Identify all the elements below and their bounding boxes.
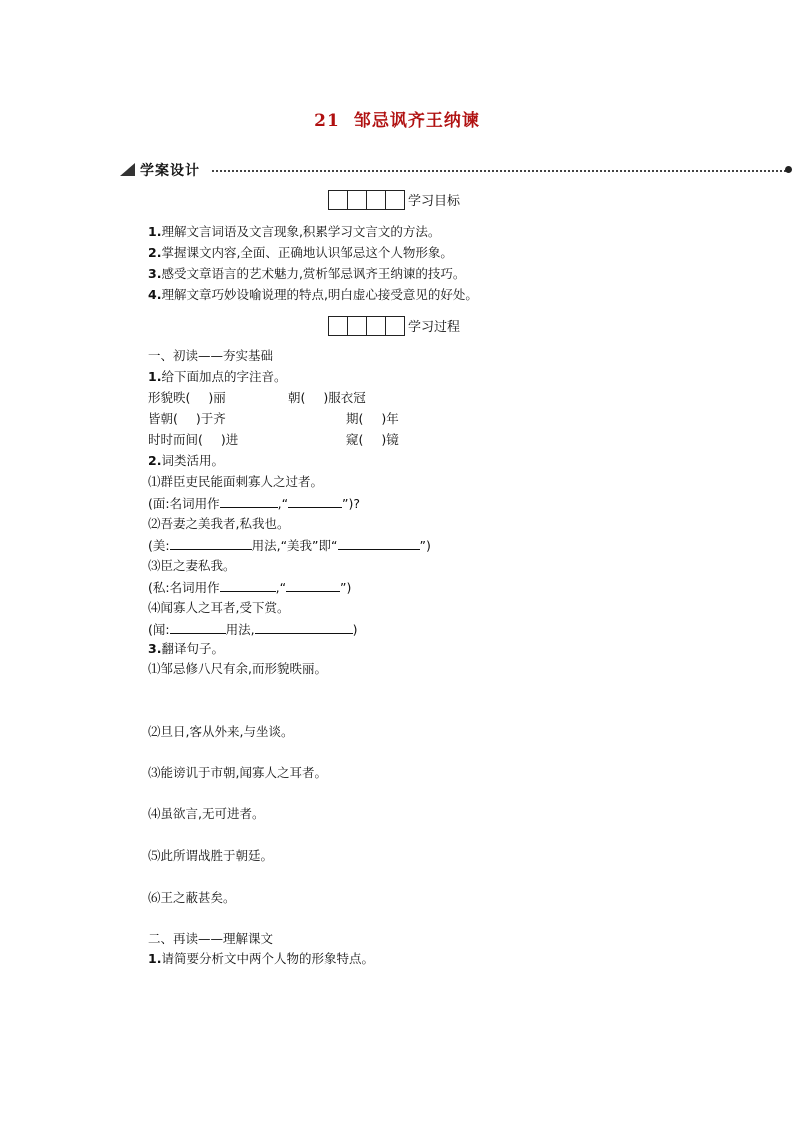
section-banner [120, 160, 792, 182]
pinyin-item: 皆朝( )于齐 [148, 411, 226, 426]
translate-item: ⑹王之蔽甚矣。 [148, 890, 236, 905]
question-number: 1. [148, 951, 162, 966]
answer-blank[interactable] [170, 621, 226, 634]
sentence: ⑷闻寡人之耳者,受下赏。 [148, 600, 290, 615]
banner-label: 学案设计 [140, 163, 200, 179]
answer-blank[interactable] [286, 579, 340, 592]
fill-in-line: (私:名词用作 ,“ ”) [148, 580, 352, 595]
dotted-divider [212, 170, 786, 172]
translate-item: ⑸此所谓战胜于朝廷。 [148, 848, 274, 863]
question-text: 词类活用。 [161, 453, 224, 468]
heading-box [347, 316, 367, 336]
heading-box [347, 190, 367, 210]
objective-item [148, 287, 478, 303]
question-2 [148, 453, 224, 469]
translate-item: ⑷虽欲言,无可进者。 [148, 806, 265, 821]
objective-number: 2. [148, 245, 162, 260]
heading-boxes [328, 190, 404, 210]
question-number: 2. [148, 453, 162, 468]
heading-box [328, 190, 348, 210]
pinyin-item: 形貌昳( )丽 [148, 390, 226, 405]
pinyin-item: 朝( )服衣冠 [288, 390, 366, 405]
translate-item: ⑶能谤讥于市朝,闻寡人之耳者。 [148, 765, 327, 780]
objective-text: 理解文言词语及文言现象,积累学习文言文的方法。 [161, 224, 441, 239]
objective-item [148, 266, 465, 282]
heading-boxes [328, 316, 404, 336]
translate-item: ⑴邹忌修八尺有余,而形貌昳丽。 [148, 661, 327, 676]
page-title [0, 106, 794, 131]
question-text: 翻译句子。 [161, 641, 224, 656]
part2-title: 二、再读——理解课文 [148, 931, 274, 946]
objective-item [148, 245, 453, 261]
question-1 [148, 369, 286, 385]
question-number: 3. [148, 641, 162, 656]
objective-number: 1. [148, 224, 162, 239]
question-number: 1. [148, 369, 162, 384]
objective-text: 掌握课文内容,全面、正确地认识邹忌这个人物形象。 [161, 245, 453, 260]
answer-blank[interactable] [255, 621, 353, 634]
objective-text: 理解文章巧妙设喻说理的特点,明白虚心接受意见的好处。 [161, 287, 478, 302]
question-text: 请简要分析文中两个人物的形象特点。 [161, 951, 374, 966]
sentence: ⑴群臣吏民能面刺寡人之过者。 [148, 474, 324, 489]
lesson-number: 21 [314, 111, 340, 131]
objective-number: 4. [148, 287, 162, 302]
part1-title: 一、初读——夯实基础 [148, 348, 274, 363]
pinyin-item: 窥( )镜 [346, 432, 399, 447]
triangle-icon [120, 163, 135, 176]
objective-text: 感受文章语言的艺术魅力,赏析邹忌讽齐王纳谏的技巧。 [161, 266, 466, 281]
translate-item: ⑵旦日,客从外来,与坐谈。 [148, 724, 294, 739]
objective-number: 3. [148, 266, 162, 281]
objective-item [148, 224, 440, 240]
fill-in-line: (面:名词用作 ,“ ”)? [148, 496, 361, 511]
sentence: ⑵吾妻之美我者,私我也。 [148, 516, 290, 531]
answer-blank[interactable] [288, 495, 342, 508]
objectives-heading [328, 190, 460, 210]
question-text: 给下面加点的字注音。 [161, 369, 287, 384]
answer-blank[interactable] [338, 537, 420, 550]
heading-box [366, 316, 386, 336]
heading-box [328, 316, 348, 336]
process-heading [328, 316, 460, 336]
sentence: ⑶臣之妻私我。 [148, 558, 236, 573]
fill-in-line: (美: 用法,“美我”即“ ”) [148, 538, 431, 553]
lesson-title: 邹忌讽齐王纳谏 [353, 111, 480, 131]
heading-box [385, 316, 405, 336]
heading-box [385, 190, 405, 210]
part2-question-1 [148, 951, 374, 967]
pinyin-item: 期( )年 [346, 411, 399, 426]
question-3 [148, 641, 224, 657]
objectives-heading-text: 学习目标 [408, 194, 461, 209]
answer-blank[interactable] [170, 537, 252, 550]
fill-in-line: (闻: 用法, ) [148, 622, 358, 637]
answer-blank[interactable] [220, 495, 278, 508]
heading-box [366, 190, 386, 210]
pinyin-item: 时时而间( )进 [148, 432, 239, 447]
bullet-dot-icon [785, 166, 792, 173]
answer-blank[interactable] [220, 579, 276, 592]
process-heading-text: 学习过程 [408, 320, 461, 335]
